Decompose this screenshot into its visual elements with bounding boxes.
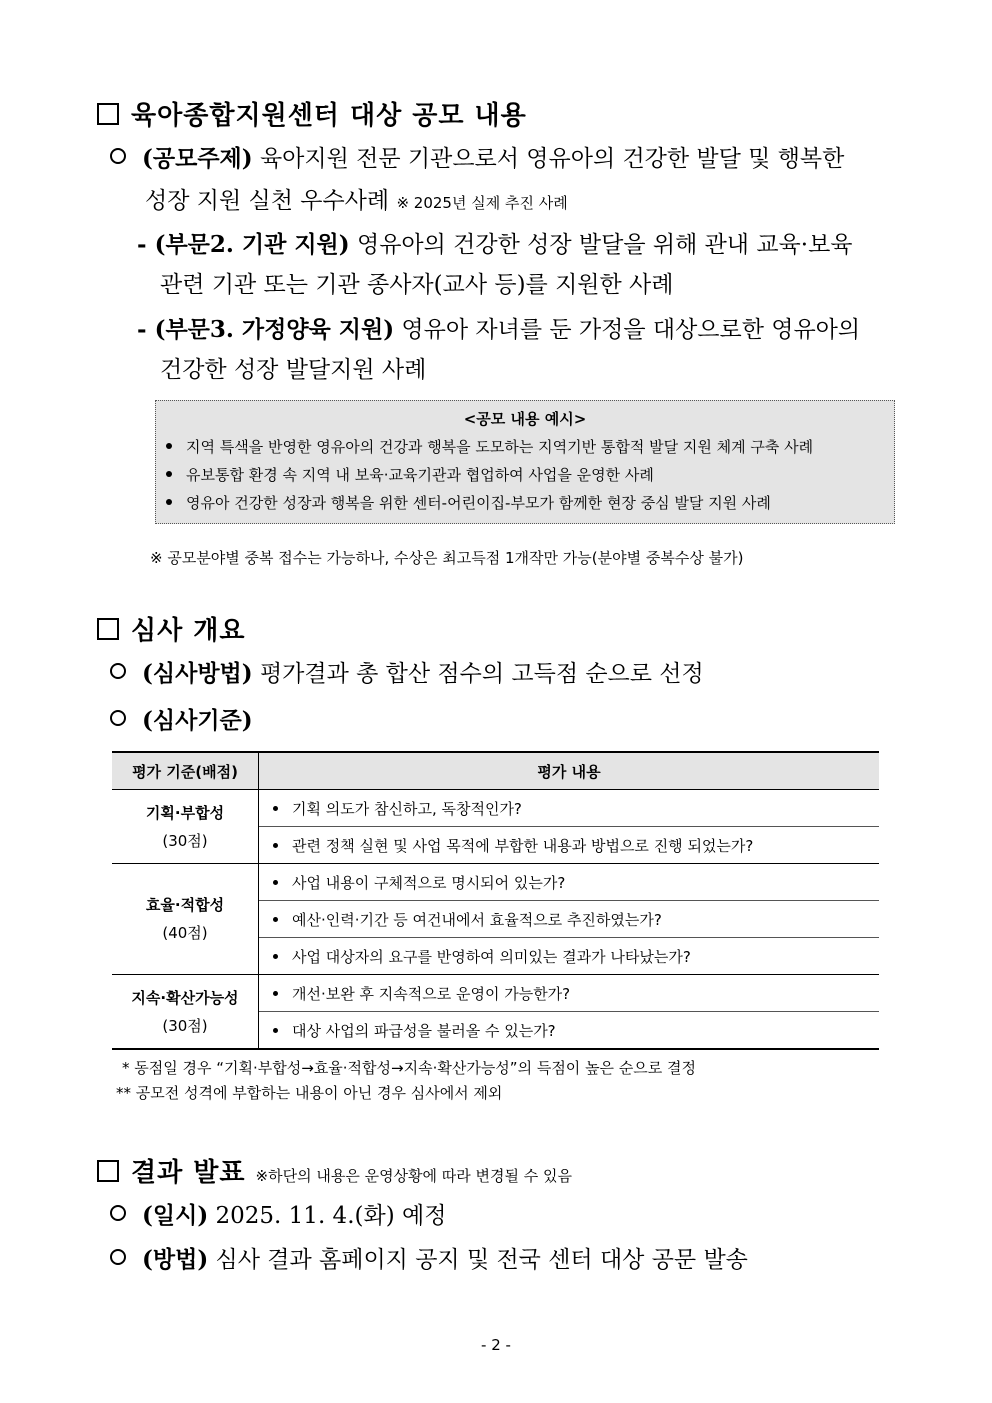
bullet-icon	[166, 471, 172, 477]
bullet-icon	[273, 991, 278, 996]
circle-bullet-icon	[110, 663, 126, 679]
bullet-icon	[273, 1028, 278, 1033]
part3-text-2: 건강한 성장 발달지원 사례	[160, 357, 427, 383]
announce-method-label: (방법)	[142, 1246, 209, 1273]
section-heading	[97, 610, 246, 647]
example-item: 영유아 건강한 성장과 행복을 위한 센터-어린이집-부모가 함께한 현장 중심 발달 지원 사례	[156, 489, 894, 517]
topic-text-2: 성장 지원 실천 우수사례	[145, 188, 390, 214]
announce-method-line	[110, 1241, 748, 1274]
topic-note: ※ 2025년 실제 추진 사례	[396, 194, 568, 212]
part3-line: - (부문3. 가정양육 지원) 영유아 자녀를 둔 가정을 대상으로한 영유아의	[137, 316, 861, 343]
page-number: - 2 -	[481, 1336, 511, 1354]
table-row	[112, 790, 879, 827]
footnote-exclusion: ** 공모전 성격에 부합하는 내용이 아닌 경우 심사에서 제외	[116, 1084, 503, 1102]
criteria-cell: 기획·부합성 (30점)	[112, 790, 259, 864]
content-cell: 대상 사업의 파급성을 불러올 수 있는가?	[259, 1012, 880, 1050]
bullet-icon	[166, 499, 172, 505]
content-cell: 사업 대상자의 요구를 반영하여 의미있는 결과가 나타났는가?	[259, 938, 880, 975]
example-item: 지역 특색을 반영한 영유아의 건강과 행복을 도모하는 지역기반 통합적 발달 지원 체계 구축 사례	[156, 433, 894, 461]
criteria-label: (심사기준)	[142, 707, 253, 734]
criteria-cell: 지속·확산가능성 (30점)	[112, 975, 259, 1050]
method-label: (심사방법)	[142, 660, 253, 687]
example-item: 유보통합 환경 속 지역 내 보육·교육기관과 협업하여 사업을 운영한 사례	[156, 461, 894, 489]
part2-text: 영유아의 건강한 성장 발달을 위해 관내 교육·보육	[356, 232, 853, 258]
header-content: 평가 내용	[259, 752, 880, 790]
criteria-cell: 효율·적합성 (40점)	[112, 864, 259, 975]
bullet-icon	[273, 954, 278, 959]
section-heading	[97, 95, 527, 132]
section-note: ※하단의 내용은 운영상황에 따라 변경될 수 있음	[255, 1167, 573, 1185]
date-text: 2025. 11. 4.(화) 예정	[215, 1203, 447, 1229]
part2-line: - (부문2. 기관 지원) 영유아의 건강한 성장 발달을 위해 관내 교육·보육	[137, 231, 853, 258]
topic-label: (공모주제)	[142, 145, 253, 172]
content-cell: 기획 의도가 참신하고, 독창적인가?	[259, 790, 880, 827]
table-row	[112, 975, 879, 1012]
example-title: <공모 내용 예시>	[463, 410, 587, 428]
part3-label: (부문3. 가정양육 지원)	[154, 316, 395, 343]
topic-line-2	[145, 182, 568, 215]
content-cell: 예산·인력·기간 등 여건내에서 효율적으로 추진하였는가?	[259, 901, 880, 938]
table-header-row	[112, 752, 879, 790]
section-title: 결과 발표	[131, 1158, 246, 1188]
footnote-tie: * 동점일 경우 “기획·부합성→효율·적합성→지속·확산가능성”의 득점이 높은 순으로 결정	[122, 1059, 697, 1077]
part2-line-2	[160, 266, 673, 299]
circle-bullet-icon	[110, 148, 126, 164]
method-text: 평가결과 총 합산 점수의 고득점 순으로 선정	[259, 661, 704, 687]
section-title: 육아종합지원센터 대상 공모 내용	[131, 101, 527, 131]
content-cell: 사업 내용이 구체적으로 명시되어 있는가?	[259, 864, 880, 901]
checkbox-square-icon	[97, 1160, 119, 1182]
part3-line-2	[160, 351, 426, 384]
topic-text: 육아지원 전문 기관으로서 영유아의 건강한 발달 및 행복한	[259, 146, 845, 172]
topic-line	[110, 140, 844, 173]
bullet-icon	[273, 843, 278, 848]
part2-label: (부문2. 기관 지원)	[154, 231, 350, 258]
part2-text-2: 관련 기관 또는 기관 종사자(교사 등)를 지원한 사례	[160, 272, 674, 298]
table-row	[112, 864, 879, 901]
bullet-icon	[166, 443, 172, 449]
date-label: (일시)	[142, 1202, 209, 1229]
checkbox-square-icon	[97, 103, 119, 125]
section-heading	[97, 1152, 572, 1189]
announce-method-text: 심사 결과 홈페이지 공지 및 전국 센터 대상 공문 발송	[215, 1247, 748, 1273]
circle-bullet-icon	[110, 710, 126, 726]
circle-bullet-icon	[110, 1249, 126, 1265]
section-title: 심사 개요	[131, 616, 246, 646]
circle-bullet-icon	[110, 1205, 126, 1221]
checkbox-square-icon	[97, 618, 119, 640]
part3-text: 영유아 자녀를 둔 가정을 대상으로한 영유아의	[401, 317, 861, 343]
content-cell: 관련 정책 실현 및 사업 목적에 부합한 내용과 방법으로 진행 되었는가?	[259, 827, 880, 864]
bullet-icon	[273, 917, 278, 922]
date-line	[110, 1197, 446, 1230]
criteria-line	[110, 702, 253, 735]
duplicate-note: ※ 공모분야별 중복 접수는 가능하나, 수상은 최고득점 1개작만 가능(분야별 중복수상 불가)	[150, 549, 744, 567]
bullet-icon	[273, 806, 278, 811]
evaluation-table	[112, 751, 879, 1050]
example-box	[155, 400, 895, 524]
content-cell: 개선·보완 후 지속적으로 운영이 가능한가?	[259, 975, 880, 1012]
method-line	[110, 655, 704, 688]
bullet-icon	[273, 880, 278, 885]
header-criteria: 평가 기준(배점)	[112, 752, 259, 790]
